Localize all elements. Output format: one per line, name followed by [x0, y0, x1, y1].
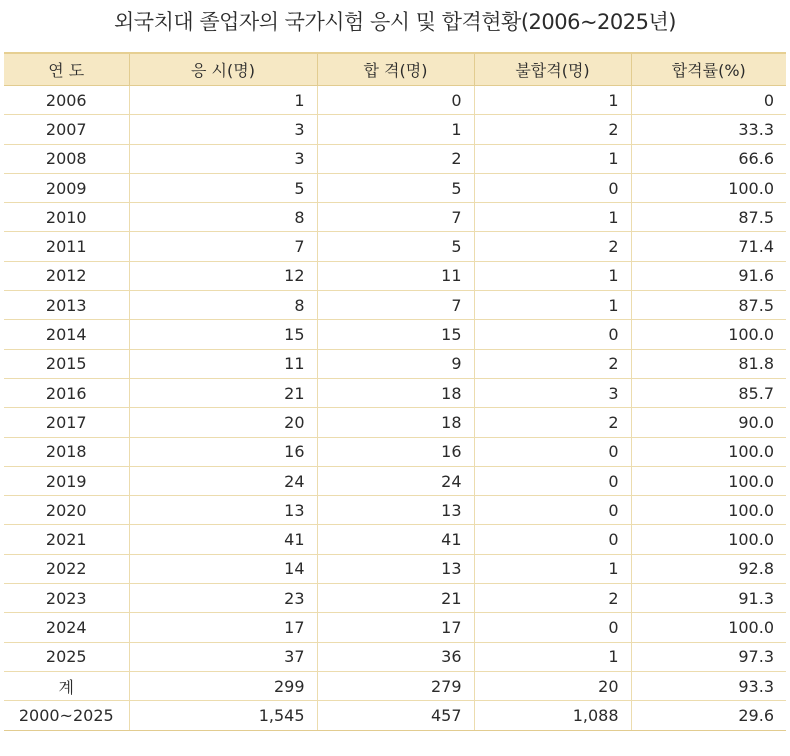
applicants-cell: 23: [129, 584, 317, 613]
failed-cell: 1: [474, 144, 631, 173]
failed-cell: 1: [474, 642, 631, 671]
applicants-cell: 20: [129, 408, 317, 437]
table-row: [4, 466, 786, 495]
failed-cell: 0: [474, 613, 631, 642]
failed-cell: 0: [474, 437, 631, 466]
passed-cell: 16: [317, 437, 474, 466]
header-passed: 합 격(명): [317, 53, 474, 86]
failed-cell: 0: [474, 320, 631, 349]
table-header-row: [4, 53, 786, 86]
pass-rate-cell: 91.3: [631, 584, 786, 613]
failed-cell: 1: [474, 554, 631, 583]
table-row: [4, 642, 786, 671]
table-row: [4, 173, 786, 202]
year-cell: 2025: [4, 642, 129, 671]
year-cell: 2020: [4, 496, 129, 525]
passed-cell: 24: [317, 466, 474, 495]
applicants-cell: 14: [129, 554, 317, 583]
table-row: [4, 378, 786, 407]
failed-cell: 3: [474, 378, 631, 407]
applicants-cell: 1: [129, 86, 317, 115]
applicants-cell: 8: [129, 203, 317, 232]
passed-cell: 9: [317, 349, 474, 378]
year-cell: 계: [4, 671, 129, 700]
table-row: [4, 144, 786, 173]
passed-cell: 5: [317, 232, 474, 261]
year-cell: 2013: [4, 291, 129, 320]
applicants-cell: 24: [129, 466, 317, 495]
table-row: [4, 232, 786, 261]
applicants-cell: 41: [129, 525, 317, 554]
applicants-cell: 21: [129, 378, 317, 407]
table-row: [4, 320, 786, 349]
year-cell: 2007: [4, 115, 129, 144]
table-row: [4, 291, 786, 320]
year-cell: 2010: [4, 203, 129, 232]
table-row: [4, 584, 786, 613]
failed-cell: 1: [474, 86, 631, 115]
failed-cell: 20: [474, 671, 631, 700]
applicants-cell: 3: [129, 144, 317, 173]
pass-rate-cell: 0: [631, 86, 786, 115]
year-cell: 2019: [4, 466, 129, 495]
pass-rate-cell: 100.0: [631, 320, 786, 349]
year-cell: 2006: [4, 86, 129, 115]
applicants-cell: 5: [129, 173, 317, 202]
failed-cell: 0: [474, 525, 631, 554]
header-applicants: 응 시(명): [129, 53, 317, 86]
table-row: [4, 613, 786, 642]
pass-rate-cell: 93.3: [631, 671, 786, 700]
pass-rate-cell: 66.6: [631, 144, 786, 173]
passed-cell: 13: [317, 496, 474, 525]
page-title: 외국치대 졸업자의 국가시험 응시 및 합격현황(2006~2025년): [114, 10, 676, 34]
year-cell: 2008: [4, 144, 129, 173]
table-row: [4, 496, 786, 525]
table-row: [4, 437, 786, 466]
applicants-cell: 8: [129, 291, 317, 320]
table-row: [4, 349, 786, 378]
table-row: [4, 408, 786, 437]
pass-rate-cell: 29.6: [631, 701, 786, 730]
failed-cell: 1,088: [474, 701, 631, 730]
applicants-cell: 16: [129, 437, 317, 466]
passed-cell: 18: [317, 378, 474, 407]
passed-cell: 36: [317, 642, 474, 671]
failed-cell: 1: [474, 261, 631, 290]
passed-cell: 18: [317, 408, 474, 437]
applicants-cell: 7: [129, 232, 317, 261]
failed-cell: 0: [474, 496, 631, 525]
pass-rate-cell: 81.8: [631, 349, 786, 378]
year-cell: 2000~2025: [4, 701, 129, 730]
passed-cell: 15: [317, 320, 474, 349]
passed-cell: 21: [317, 584, 474, 613]
pass-rate-cell: 33.3: [631, 115, 786, 144]
failed-cell: 2: [474, 115, 631, 144]
failed-cell: 1: [474, 203, 631, 232]
applicants-cell: 299: [129, 671, 317, 700]
table-row: [4, 261, 786, 290]
table-row: [4, 554, 786, 583]
passed-cell: 7: [317, 203, 474, 232]
pass-rate-cell: 90.0: [631, 408, 786, 437]
applicants-cell: 13: [129, 496, 317, 525]
pass-rate-cell: 100.0: [631, 466, 786, 495]
failed-cell: 2: [474, 349, 631, 378]
pass-rate-cell: 100.0: [631, 613, 786, 642]
failed-cell: 1: [474, 291, 631, 320]
table-body: [4, 86, 786, 731]
passed-cell: 0: [317, 86, 474, 115]
year-cell: 2024: [4, 613, 129, 642]
passed-cell: 41: [317, 525, 474, 554]
year-cell: 2022: [4, 554, 129, 583]
pass-rate-cell: 100.0: [631, 496, 786, 525]
applicants-cell: 11: [129, 349, 317, 378]
pass-rate-cell: 85.7: [631, 378, 786, 407]
year-cell: 2014: [4, 320, 129, 349]
pass-rate-cell: 100.0: [631, 173, 786, 202]
table-row: [4, 86, 786, 115]
year-cell: 2009: [4, 173, 129, 202]
pass-rate-cell: 100.0: [631, 525, 786, 554]
pass-rate-cell: 97.3: [631, 642, 786, 671]
table-row: [4, 525, 786, 554]
year-cell: 2017: [4, 408, 129, 437]
applicants-cell: 15: [129, 320, 317, 349]
applicants-cell: 12: [129, 261, 317, 290]
pass-rate-cell: 87.5: [631, 203, 786, 232]
header-year: 연 도: [4, 53, 129, 86]
passed-cell: 17: [317, 613, 474, 642]
failed-cell: 0: [474, 173, 631, 202]
table-row: [4, 671, 786, 700]
passed-cell: 457: [317, 701, 474, 730]
passed-cell: 11: [317, 261, 474, 290]
applicants-cell: 3: [129, 115, 317, 144]
year-cell: 2012: [4, 261, 129, 290]
passed-cell: 279: [317, 671, 474, 700]
failed-cell: 2: [474, 232, 631, 261]
pass-rate-cell: 91.6: [631, 261, 786, 290]
passed-cell: 5: [317, 173, 474, 202]
pass-rate-cell: 92.8: [631, 554, 786, 583]
pass-rate-cell: 71.4: [631, 232, 786, 261]
failed-cell: 2: [474, 408, 631, 437]
passed-cell: 2: [317, 144, 474, 173]
year-cell: 2015: [4, 349, 129, 378]
failed-cell: 0: [474, 466, 631, 495]
header-pass-rate: 합격률(%): [631, 53, 786, 86]
applicants-cell: 1,545: [129, 701, 317, 730]
applicants-cell: 17: [129, 613, 317, 642]
exam-results-table: [4, 52, 786, 731]
pass-rate-cell: 100.0: [631, 437, 786, 466]
table-row: [4, 203, 786, 232]
passed-cell: 13: [317, 554, 474, 583]
applicants-cell: 37: [129, 642, 317, 671]
year-cell: 2023: [4, 584, 129, 613]
year-cell: 2011: [4, 232, 129, 261]
pass-rate-cell: 87.5: [631, 291, 786, 320]
table-row: [4, 701, 786, 730]
year-cell: 2018: [4, 437, 129, 466]
passed-cell: 7: [317, 291, 474, 320]
table-row: [4, 115, 786, 144]
passed-cell: 1: [317, 115, 474, 144]
header-failed: 불합격(명): [474, 53, 631, 86]
failed-cell: 2: [474, 584, 631, 613]
year-cell: 2021: [4, 525, 129, 554]
year-cell: 2016: [4, 378, 129, 407]
